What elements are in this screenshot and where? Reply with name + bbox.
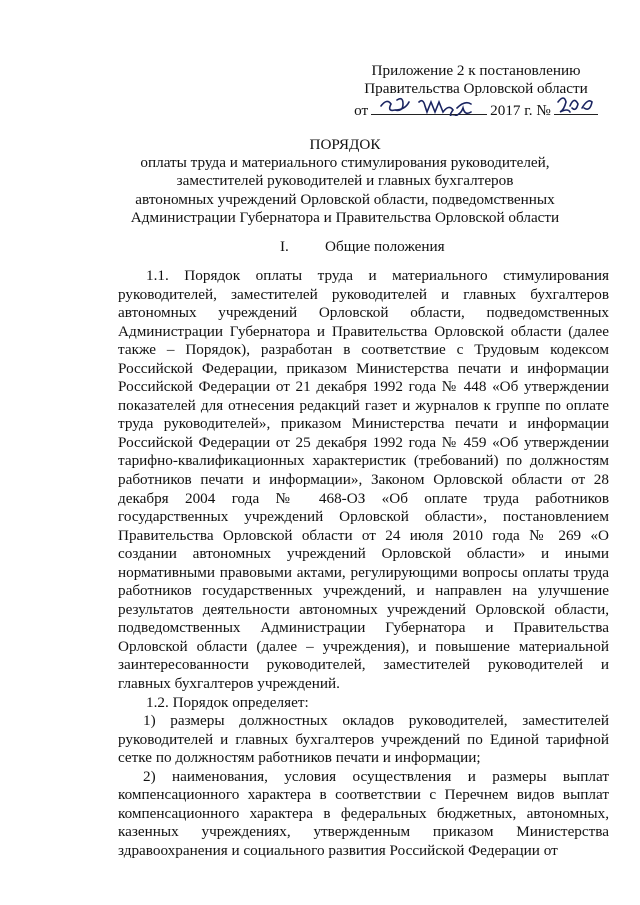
title-line-2: заместителей руководителей и главных бухгалтеров bbox=[176, 172, 514, 190]
list-item-1: 1) размеры должностных окладов руководителей, заместителей руководителей и главных бухгалтеров учреждений по Единой тарифной сетке по должностям работников печати и информации; bbox=[118, 712, 609, 767]
document-title bbox=[60, 136, 630, 227]
title-line-4: Администрации Губернатора и Правительства Орловской области bbox=[130, 208, 560, 226]
paragraph-1-1: 1.1. Порядок оплаты труда и материального стимулирования руководителей, заместителей руководителей и главных бухгалтеров автономных учреждений Орловской области, подведомственных Администрации Губернатора и Правительства Орловской области (далее также – Порядок), разработан в соответствие с Трудовым кодексом Российской Федерации, приказом Министерства печати и информации Российской Федерации от 21 декабря 1992 года № 448 «Об утверждении показателей для отнесения редакций газет и журналов к группе по оплате труда руководителей», приказом Министерства печати и информации Российской Федерации от 25 декабря 1992 года № 459 «Об утверждении тарифно-квалификационных характеристик (требований) по должностям работников печати и информации», Законом Орловской области от 28 декабря 2004 года № 468-ОЗ «Об оплате труда работников государственных учреждений Орловской области», постановлением Правительства Орловской области от 24 июля 2010 года № 269 «О создании автономных учреждений Орловской области» и иными нормативными правовыми актами, регулирующими вопросы оплаты труда работников государственных учреждений, и направлен на улучшение результатов деятельности автономных учреждений Орловской области, подведомственных Администрации Губернатора и Правительства Орловской области (далее – учреждения), и повышение материальной заинтересованности руководителей, заместителей руководителей и главных бухгалтеров учреждений. bbox=[118, 267, 609, 693]
section-heading bbox=[280, 238, 580, 256]
list-item-2: 2) наименования, условия осуществления и размеры выплат компенсационного характера в соответствии с Перечнем видов выплат компенсационного характера в федеральных бюджетных, автономных, казенных учреждениях, утвержденным приказом Министерства здравоохранения и социального развития Российской Федерации от bbox=[118, 767, 609, 859]
document-body bbox=[118, 267, 609, 861]
appendix-header bbox=[340, 62, 612, 120]
section-title: Общие положения bbox=[325, 238, 445, 255]
handwritten-number bbox=[554, 98, 598, 115]
appendix-line-2: Правительства Орловской области bbox=[364, 80, 588, 97]
title-line-3: автономных учреждений Орловской области, подведомственных bbox=[135, 190, 555, 208]
from-label: от bbox=[354, 102, 369, 119]
appendix-line-1: Приложение 2 к постановлению bbox=[371, 62, 581, 79]
year-number-label: 2017 г. № bbox=[490, 102, 551, 119]
section-number: I. bbox=[280, 238, 289, 255]
title-line-1: оплаты труда и материального стимулирования руководителей, bbox=[140, 154, 550, 172]
title-heading: ПОРЯДОК bbox=[309, 136, 381, 153]
handwritten-date bbox=[371, 98, 487, 115]
paragraph-1-2: 1.2. Порядок определяет: bbox=[146, 693, 309, 711]
appendix-date-line bbox=[340, 98, 612, 120]
